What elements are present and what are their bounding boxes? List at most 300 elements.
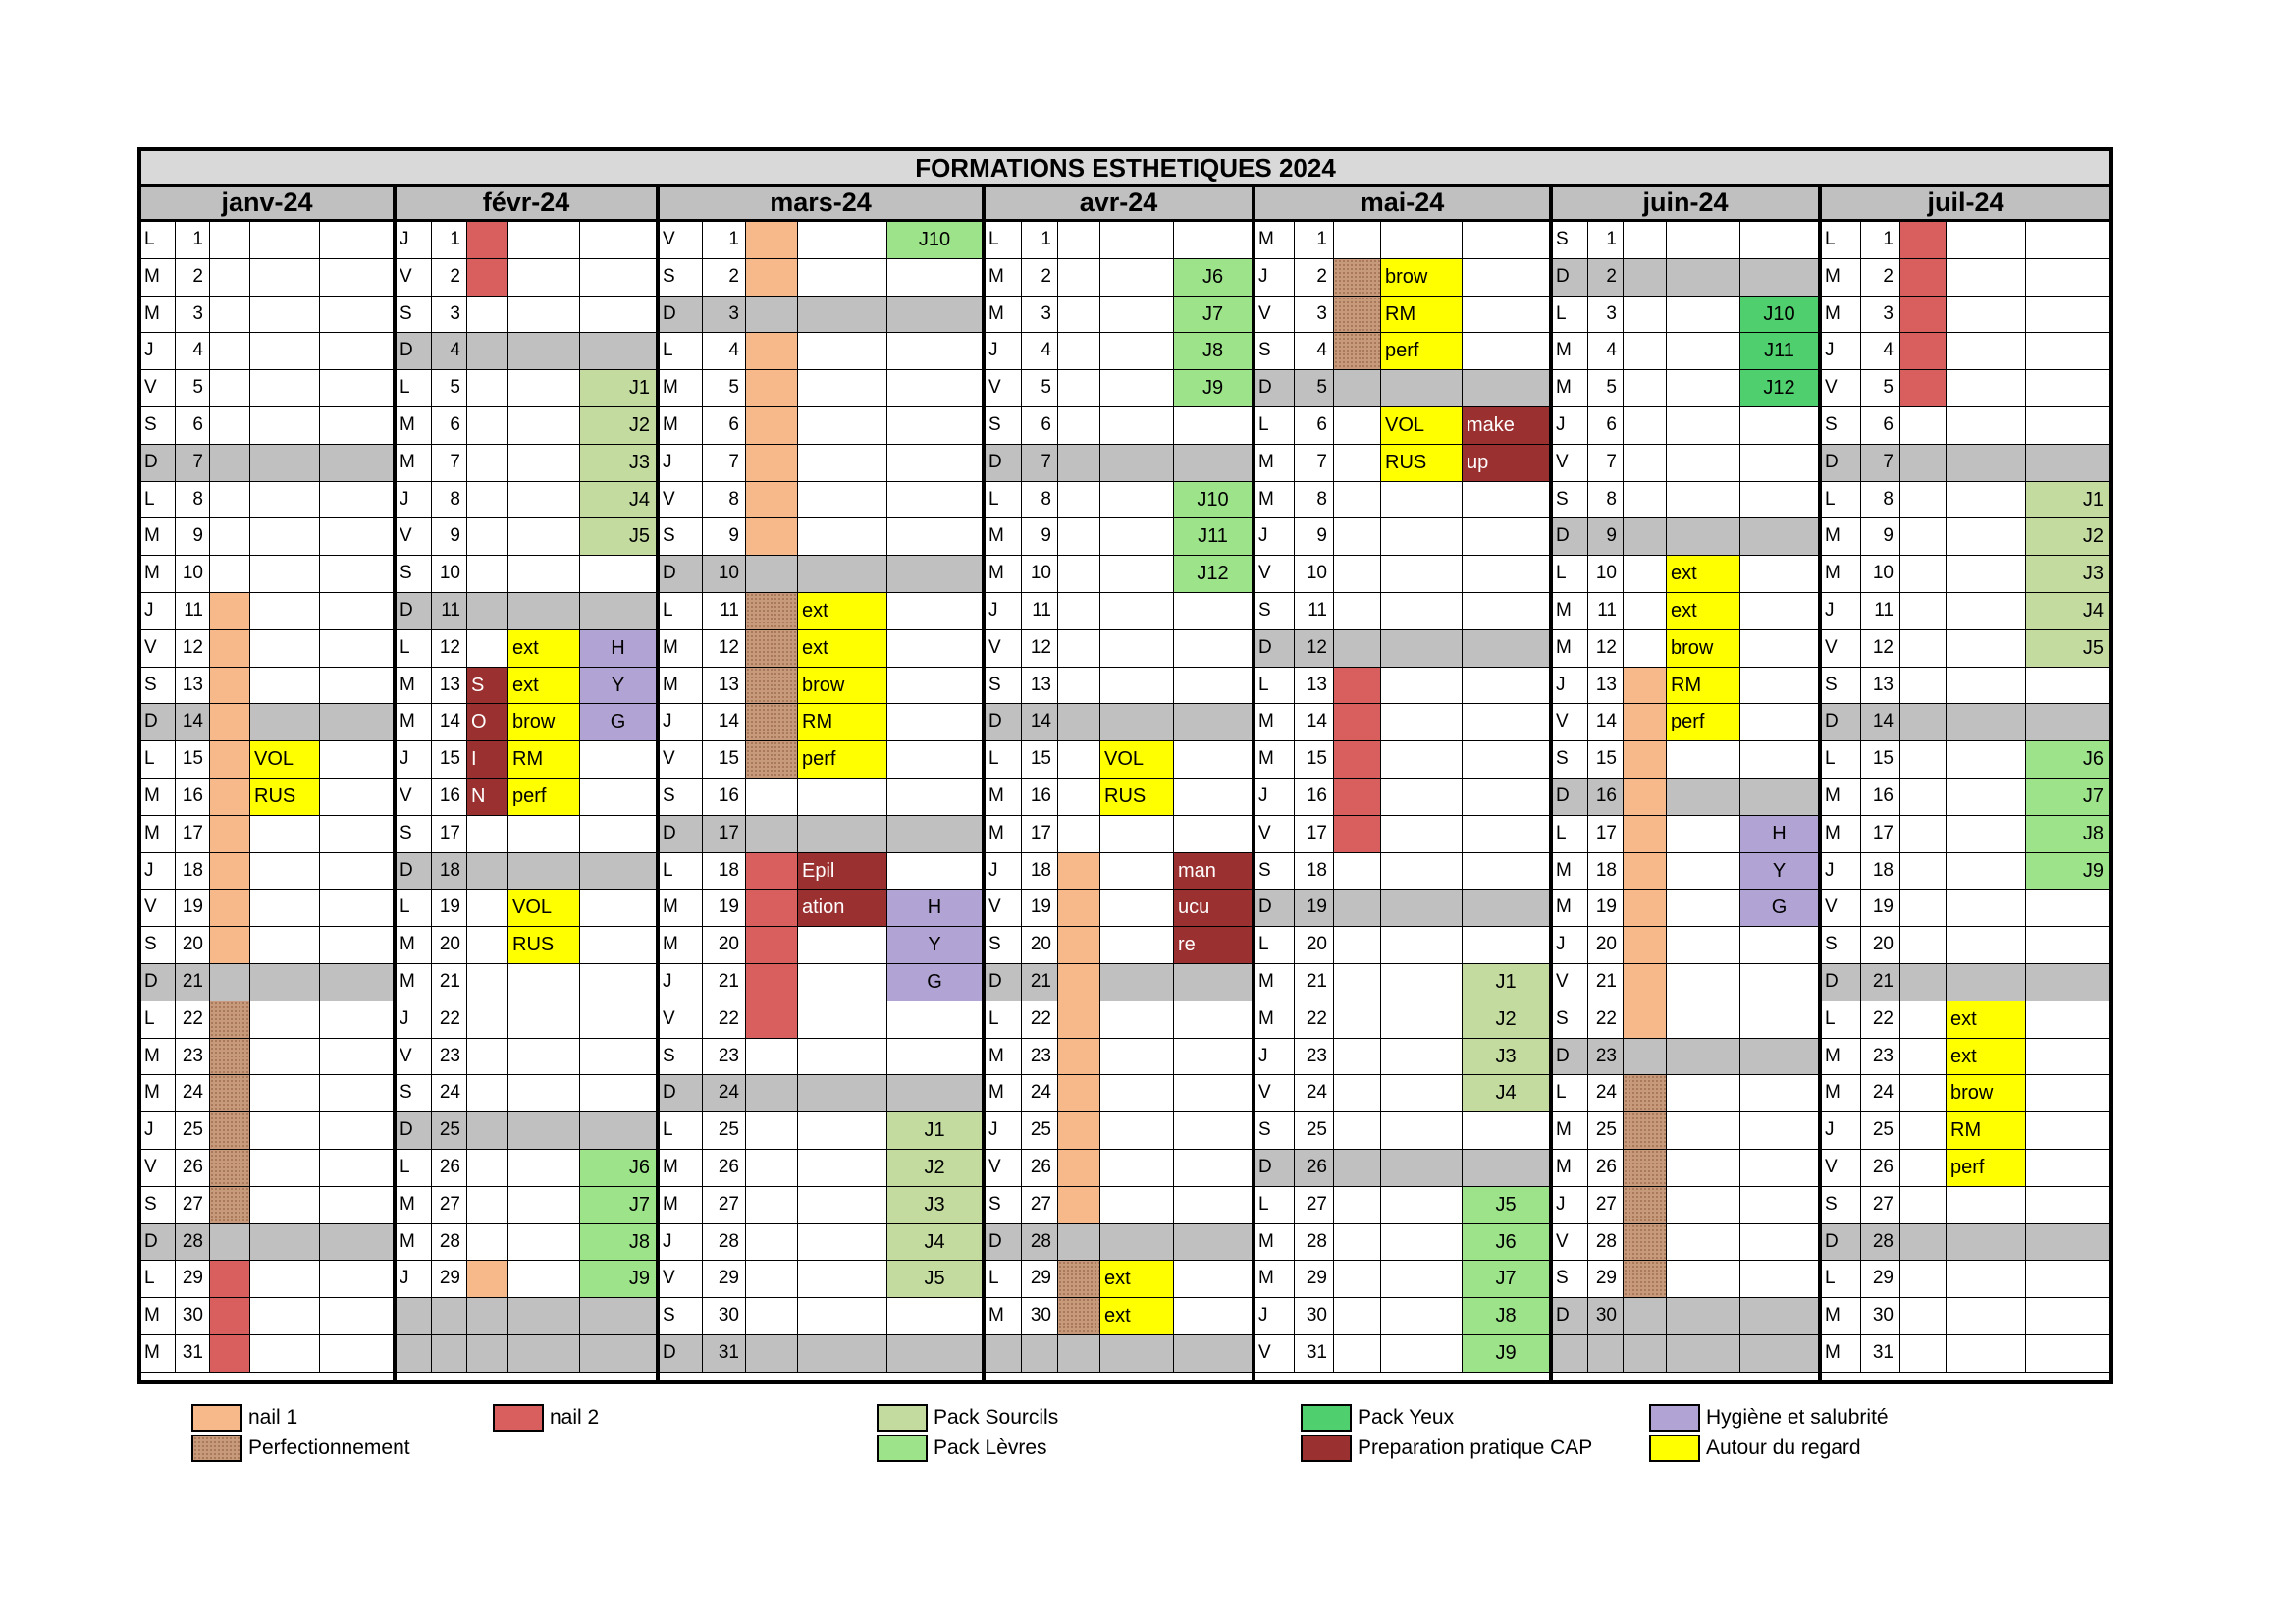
weekday-letter: M bbox=[986, 259, 1022, 297]
day-cell bbox=[1900, 593, 1947, 630]
day-cell bbox=[1947, 445, 2026, 482]
weekday-letter: L bbox=[986, 1261, 1022, 1298]
day-number: 25 bbox=[1022, 1112, 1058, 1150]
day-cell bbox=[1381, 1187, 1463, 1224]
day-cell bbox=[250, 407, 320, 445]
weekday-letter: J bbox=[397, 741, 432, 779]
day-cell bbox=[1174, 1224, 1252, 1262]
day-cell bbox=[467, 1075, 508, 1112]
session-levres: J7 bbox=[1174, 297, 1252, 334]
day-number: 19 bbox=[1588, 890, 1624, 927]
day-cell bbox=[320, 370, 393, 407]
session-hygiene: H bbox=[580, 630, 656, 668]
weekday-letter: S bbox=[1255, 1112, 1295, 1150]
session-perf bbox=[1624, 1150, 1667, 1187]
day-cell bbox=[467, 593, 508, 630]
day-cell bbox=[1334, 1298, 1381, 1335]
weekday-letter: D bbox=[1255, 1150, 1295, 1187]
day-cell bbox=[887, 1039, 982, 1076]
day-number: 22 bbox=[1588, 1001, 1624, 1039]
session-nail2 bbox=[746, 890, 798, 927]
day-number: 24 bbox=[1022, 1075, 1058, 1112]
day-cell bbox=[1334, 890, 1381, 927]
session-levres: J6 bbox=[580, 1150, 656, 1187]
day-number: 9 bbox=[1861, 518, 1900, 556]
weekday-letter: L bbox=[141, 1261, 176, 1298]
weekday-letter: M bbox=[1553, 630, 1588, 668]
day-number: 16 bbox=[1861, 779, 1900, 816]
day-cell bbox=[1947, 407, 2026, 445]
session-sourcils: J3 bbox=[2026, 556, 2109, 593]
day-number: 6 bbox=[176, 407, 210, 445]
day-cell bbox=[1667, 1261, 1740, 1298]
session-regard: ext bbox=[1667, 593, 1740, 630]
day-number: 29 bbox=[1588, 1261, 1624, 1298]
legend-label: Autour du regard bbox=[1706, 1436, 1861, 1459]
day-cell bbox=[467, 853, 508, 891]
weekday-letter: L bbox=[1553, 816, 1588, 853]
weekday-letter: D bbox=[1553, 1298, 1588, 1335]
day-cell bbox=[1740, 964, 1818, 1001]
month-header: juil-24 bbox=[1822, 187, 2109, 222]
session-nail2 bbox=[210, 1335, 250, 1373]
day-cell bbox=[1334, 1150, 1381, 1187]
weekday-letter: S bbox=[660, 779, 703, 816]
day-cell bbox=[1740, 407, 1818, 445]
day-cell bbox=[1463, 704, 1549, 741]
day-number: 27 bbox=[1861, 1187, 1900, 1224]
session-nail1 bbox=[1058, 1150, 1100, 1187]
day-number: 26 bbox=[1295, 1150, 1334, 1187]
day-number: 24 bbox=[1295, 1075, 1334, 1112]
day-cell bbox=[1740, 445, 1818, 482]
weekday-letter: V bbox=[1553, 704, 1588, 741]
day-number: 10 bbox=[176, 556, 210, 593]
day-number: 10 bbox=[1295, 556, 1334, 593]
day-cell bbox=[1740, 1039, 1818, 1076]
day-number: 14 bbox=[1588, 704, 1624, 741]
weekday-letter: J bbox=[1255, 1298, 1295, 1335]
weekday-letter: D bbox=[141, 1224, 176, 1262]
day-number: 1 bbox=[1295, 222, 1334, 259]
session-perf bbox=[1624, 1075, 1667, 1112]
day-cell bbox=[1947, 1224, 2026, 1262]
session-levres: J6 bbox=[1463, 1224, 1549, 1262]
weekday-letter: D bbox=[660, 1075, 703, 1112]
weekday-letter: D bbox=[397, 853, 432, 891]
day-cell bbox=[1624, 445, 1667, 482]
day-cell bbox=[1947, 668, 2026, 705]
day-cell bbox=[1058, 593, 1100, 630]
day-cell bbox=[746, 1112, 798, 1150]
day-cell bbox=[1900, 1298, 1947, 1335]
day-cell bbox=[887, 816, 982, 853]
day-cell bbox=[1900, 407, 1947, 445]
day-number: 29 bbox=[432, 1261, 467, 1298]
day-cell bbox=[1174, 222, 1252, 259]
day-cell bbox=[1667, 297, 1740, 334]
session-nail2 bbox=[1334, 779, 1381, 816]
day-cell bbox=[887, 630, 982, 668]
weekday-letter: M bbox=[1255, 704, 1295, 741]
session-regard: VOL bbox=[1381, 407, 1463, 445]
weekday-letter: J bbox=[397, 482, 432, 519]
day-number: 25 bbox=[432, 1112, 467, 1150]
weekday-letter: M bbox=[986, 1039, 1022, 1076]
session-perf bbox=[210, 1001, 250, 1039]
day-cell bbox=[320, 964, 393, 1001]
day-cell bbox=[580, 1075, 656, 1112]
legend-swatch bbox=[1301, 1435, 1352, 1462]
day-cell bbox=[1058, 630, 1100, 668]
weekday-letter: M bbox=[1822, 1075, 1861, 1112]
day-cell bbox=[467, 518, 508, 556]
day-cell bbox=[1740, 556, 1818, 593]
session-nail2 bbox=[1334, 704, 1381, 741]
weekday-letter: D bbox=[1822, 964, 1861, 1001]
day-cell bbox=[508, 593, 580, 630]
day-cell bbox=[467, 407, 508, 445]
session-nail1 bbox=[746, 482, 798, 519]
session-yeux: J10 bbox=[1740, 297, 1818, 334]
weekday-letter: S bbox=[660, 1039, 703, 1076]
day-cell bbox=[1947, 927, 2026, 964]
session-perf bbox=[746, 630, 798, 668]
weekday-letter: M bbox=[1822, 259, 1861, 297]
day-cell bbox=[508, 1150, 580, 1187]
day-cell bbox=[1100, 1150, 1174, 1187]
day-number: 28 bbox=[1861, 1224, 1900, 1262]
weekday-letter: L bbox=[660, 333, 703, 370]
weekday-letter: J bbox=[141, 853, 176, 891]
day-number: 16 bbox=[432, 779, 467, 816]
session-regard: VOL bbox=[1100, 741, 1174, 779]
weekday-letter: V bbox=[1822, 890, 1861, 927]
day-cell bbox=[1381, 222, 1463, 259]
day-cell bbox=[1740, 668, 1818, 705]
day-cell bbox=[1381, 853, 1463, 891]
day-cell bbox=[1947, 779, 2026, 816]
weekday-letter: J bbox=[986, 853, 1022, 891]
session-nail1 bbox=[1058, 1075, 1100, 1112]
session-sourcils: J4 bbox=[2026, 593, 2109, 630]
day-cell bbox=[320, 927, 393, 964]
day-number: 24 bbox=[1861, 1075, 1900, 1112]
weekday-letter: M bbox=[141, 779, 176, 816]
day-cell bbox=[798, 297, 887, 334]
session-nail1 bbox=[1058, 1112, 1100, 1150]
session-perf bbox=[1334, 297, 1381, 334]
weekday-letter: S bbox=[397, 1075, 432, 1112]
day-cell bbox=[1381, 1224, 1463, 1262]
session-nail1 bbox=[1058, 1039, 1100, 1076]
day-number: 3 bbox=[432, 297, 467, 334]
legend-label: Pack Sourcils bbox=[934, 1406, 1059, 1429]
day-cell bbox=[1667, 816, 1740, 853]
weekday-letter: L bbox=[660, 1112, 703, 1150]
day-cell bbox=[746, 1335, 798, 1373]
day-number: 2 bbox=[176, 259, 210, 297]
weekday-letter: M bbox=[397, 964, 432, 1001]
legend-label: Perfectionnement bbox=[248, 1436, 410, 1459]
day-cell bbox=[320, 668, 393, 705]
session-nail1 bbox=[1058, 927, 1100, 964]
weekday-letter: J bbox=[397, 222, 432, 259]
day-cell bbox=[1667, 1187, 1740, 1224]
day-cell bbox=[320, 556, 393, 593]
weekday-letter: J bbox=[1553, 407, 1588, 445]
day-number: 28 bbox=[176, 1224, 210, 1262]
weekday-letter: V bbox=[141, 630, 176, 668]
day-number: 18 bbox=[1295, 853, 1334, 891]
weekday-letter: V bbox=[660, 741, 703, 779]
weekday-letter: S bbox=[141, 927, 176, 964]
day-cell bbox=[250, 668, 320, 705]
day-cell bbox=[1100, 1335, 1174, 1373]
session-nail2 bbox=[467, 259, 508, 297]
month-header: juin-24 bbox=[1553, 187, 1818, 222]
session-levres: J8 bbox=[1174, 333, 1252, 370]
session-regard: RM bbox=[1381, 297, 1463, 334]
day-number: 4 bbox=[176, 333, 210, 370]
weekday-letter: M bbox=[141, 518, 176, 556]
day-cell bbox=[887, 741, 982, 779]
day-cell bbox=[746, 816, 798, 853]
day-cell bbox=[798, 1150, 887, 1187]
day-cell bbox=[798, 259, 887, 297]
day-number: 1 bbox=[1861, 222, 1900, 259]
day-number: 1 bbox=[176, 222, 210, 259]
day-cell bbox=[1624, 1335, 1667, 1373]
weekday-letter: L bbox=[1822, 1261, 1861, 1298]
legend-swatch bbox=[1649, 1404, 1700, 1432]
day-cell bbox=[1100, 1075, 1174, 1112]
day-number: 28 bbox=[1022, 1224, 1058, 1262]
day-cell bbox=[250, 1001, 320, 1039]
day-cell bbox=[1334, 1075, 1381, 1112]
day-cell bbox=[2026, 1298, 2109, 1335]
day-number: 26 bbox=[1861, 1150, 1900, 1187]
day-cell bbox=[887, 445, 982, 482]
legend-swatch bbox=[1649, 1435, 1700, 1462]
day-number: 9 bbox=[1295, 518, 1334, 556]
day-cell bbox=[1381, 1335, 1463, 1373]
day-cell bbox=[580, 297, 656, 334]
day-cell bbox=[887, 1075, 982, 1112]
day-cell bbox=[467, 816, 508, 853]
session-nail2 bbox=[746, 1001, 798, 1039]
session-sourcils: J1 bbox=[1463, 964, 1549, 1001]
session-sourcils: J2 bbox=[1463, 1001, 1549, 1039]
day-cell bbox=[508, 1224, 580, 1262]
day-cell bbox=[798, 1335, 887, 1373]
day-cell bbox=[432, 1335, 467, 1373]
weekday-letter: D bbox=[1553, 518, 1588, 556]
day-number: 19 bbox=[176, 890, 210, 927]
day-cell bbox=[798, 1112, 887, 1150]
session-levres: J8 bbox=[1463, 1298, 1549, 1335]
weekday-letter: D bbox=[986, 704, 1022, 741]
day-cell bbox=[320, 1298, 393, 1335]
day-cell bbox=[1174, 1187, 1252, 1224]
day-cell bbox=[1463, 370, 1549, 407]
day-cell bbox=[580, 593, 656, 630]
day-cell bbox=[467, 482, 508, 519]
day-number: 16 bbox=[1022, 779, 1058, 816]
weekday-letter: L bbox=[1822, 482, 1861, 519]
day-number: 25 bbox=[1861, 1112, 1900, 1150]
day-cell bbox=[1947, 890, 2026, 927]
day-cell bbox=[508, 964, 580, 1001]
day-number: 4 bbox=[1861, 333, 1900, 370]
day-cell bbox=[580, 853, 656, 891]
day-cell bbox=[1667, 1224, 1740, 1262]
day-number: 20 bbox=[1295, 927, 1334, 964]
weekday-letter: M bbox=[141, 1298, 176, 1335]
day-cell bbox=[1463, 1112, 1549, 1150]
session-regard: ext bbox=[508, 668, 580, 705]
day-cell bbox=[467, 1039, 508, 1076]
weekday-letter: S bbox=[1553, 1261, 1588, 1298]
day-cell bbox=[2026, 259, 2109, 297]
session-nail1 bbox=[210, 927, 250, 964]
day-number: 28 bbox=[432, 1224, 467, 1262]
day-cell bbox=[1740, 259, 1818, 297]
day-number: 19 bbox=[1861, 890, 1900, 927]
session-nail2 bbox=[1900, 259, 1947, 297]
weekday-letter: D bbox=[1255, 370, 1295, 407]
day-cell bbox=[798, 1039, 887, 1076]
weekday-letter: M bbox=[1255, 741, 1295, 779]
session-regard: perf bbox=[1381, 333, 1463, 370]
weekday-letter: D bbox=[1822, 1224, 1861, 1262]
day-number: 14 bbox=[176, 704, 210, 741]
day-cell bbox=[397, 1335, 432, 1373]
session-levres: J10 bbox=[887, 222, 982, 259]
session-regard: ext bbox=[1947, 1001, 2026, 1039]
day-cell bbox=[1100, 370, 1174, 407]
day-cell bbox=[1947, 556, 2026, 593]
day-number: 3 bbox=[1861, 297, 1900, 334]
day-cell bbox=[887, 259, 982, 297]
day-number: 7 bbox=[703, 445, 746, 482]
calendar-table bbox=[137, 147, 2113, 1384]
day-cell bbox=[1947, 630, 2026, 668]
day-number: 27 bbox=[1295, 1187, 1334, 1224]
weekday-letter: L bbox=[1255, 927, 1295, 964]
session-nail1 bbox=[210, 853, 250, 891]
day-cell bbox=[1174, 1150, 1252, 1187]
weekday-letter: M bbox=[141, 556, 176, 593]
day-cell bbox=[746, 556, 798, 593]
day-cell bbox=[580, 556, 656, 593]
weekday-letter: L bbox=[1553, 1075, 1588, 1112]
weekday-letter: D bbox=[660, 556, 703, 593]
day-cell bbox=[1058, 482, 1100, 519]
day-number: 30 bbox=[176, 1298, 210, 1335]
weekday-letter: J bbox=[660, 964, 703, 1001]
weekday-letter: M bbox=[660, 370, 703, 407]
day-cell bbox=[580, 1298, 656, 1335]
weekday-letter: M bbox=[1255, 1224, 1295, 1262]
day-cell bbox=[1588, 1335, 1624, 1373]
day-cell bbox=[1100, 927, 1174, 964]
day-number: 19 bbox=[1022, 890, 1058, 927]
day-cell bbox=[2026, 333, 2109, 370]
session-yeux: J11 bbox=[1740, 333, 1818, 370]
day-number: 15 bbox=[432, 741, 467, 779]
day-cell bbox=[1381, 1112, 1463, 1150]
day-cell bbox=[887, 779, 982, 816]
day-cell bbox=[1463, 333, 1549, 370]
weekday-letter: D bbox=[986, 964, 1022, 1001]
day-cell bbox=[798, 1298, 887, 1335]
day-number: 30 bbox=[1022, 1298, 1058, 1335]
day-number: 5 bbox=[1861, 370, 1900, 407]
day-cell bbox=[1667, 890, 1740, 927]
day-cell bbox=[1900, 1150, 1947, 1187]
day-cell bbox=[798, 407, 887, 445]
day-cell bbox=[508, 482, 580, 519]
session-sourcils: J4 bbox=[887, 1224, 982, 1262]
day-cell bbox=[1463, 927, 1549, 964]
day-number: 3 bbox=[1588, 297, 1624, 334]
session-nail1 bbox=[467, 1261, 508, 1298]
day-cell bbox=[320, 704, 393, 741]
day-cell bbox=[1381, 1001, 1463, 1039]
day-cell bbox=[210, 1224, 250, 1262]
weekday-letter: V bbox=[397, 518, 432, 556]
day-cell bbox=[1334, 222, 1381, 259]
day-cell bbox=[1900, 1075, 1947, 1112]
day-cell bbox=[1463, 259, 1549, 297]
day-cell bbox=[1463, 297, 1549, 334]
day-cell bbox=[1174, 1001, 1252, 1039]
day-number: 1 bbox=[1588, 222, 1624, 259]
day-number: 23 bbox=[1861, 1039, 1900, 1076]
day-cell bbox=[1624, 1298, 1667, 1335]
weekday-letter: M bbox=[141, 259, 176, 297]
day-number: 29 bbox=[1022, 1261, 1058, 1298]
day-cell bbox=[798, 518, 887, 556]
day-cell bbox=[1947, 1335, 2026, 1373]
day-cell bbox=[320, 853, 393, 891]
day-number: 8 bbox=[176, 482, 210, 519]
day-number: 29 bbox=[703, 1261, 746, 1298]
day-number: 9 bbox=[1022, 518, 1058, 556]
day-cell bbox=[1740, 1187, 1818, 1224]
day-number: 14 bbox=[1022, 704, 1058, 741]
session-nail1 bbox=[746, 222, 798, 259]
weekday-letter: L bbox=[141, 222, 176, 259]
day-cell bbox=[887, 1335, 982, 1373]
day-cell bbox=[1740, 1075, 1818, 1112]
day-cell bbox=[508, 407, 580, 445]
day-number: 23 bbox=[1588, 1039, 1624, 1076]
day-cell bbox=[1100, 445, 1174, 482]
weekday-letter: M bbox=[1255, 964, 1295, 1001]
day-number: 29 bbox=[176, 1261, 210, 1298]
session-regard: brow bbox=[508, 704, 580, 741]
day-cell bbox=[1334, 1039, 1381, 1076]
day-cell bbox=[508, 816, 580, 853]
day-cell bbox=[320, 1075, 393, 1112]
session-levres: J9 bbox=[1463, 1335, 1549, 1373]
session-cap: ation bbox=[798, 890, 887, 927]
session-levres: J12 bbox=[1174, 556, 1252, 593]
session-regard: VOL bbox=[250, 741, 320, 779]
day-cell bbox=[1947, 593, 2026, 630]
